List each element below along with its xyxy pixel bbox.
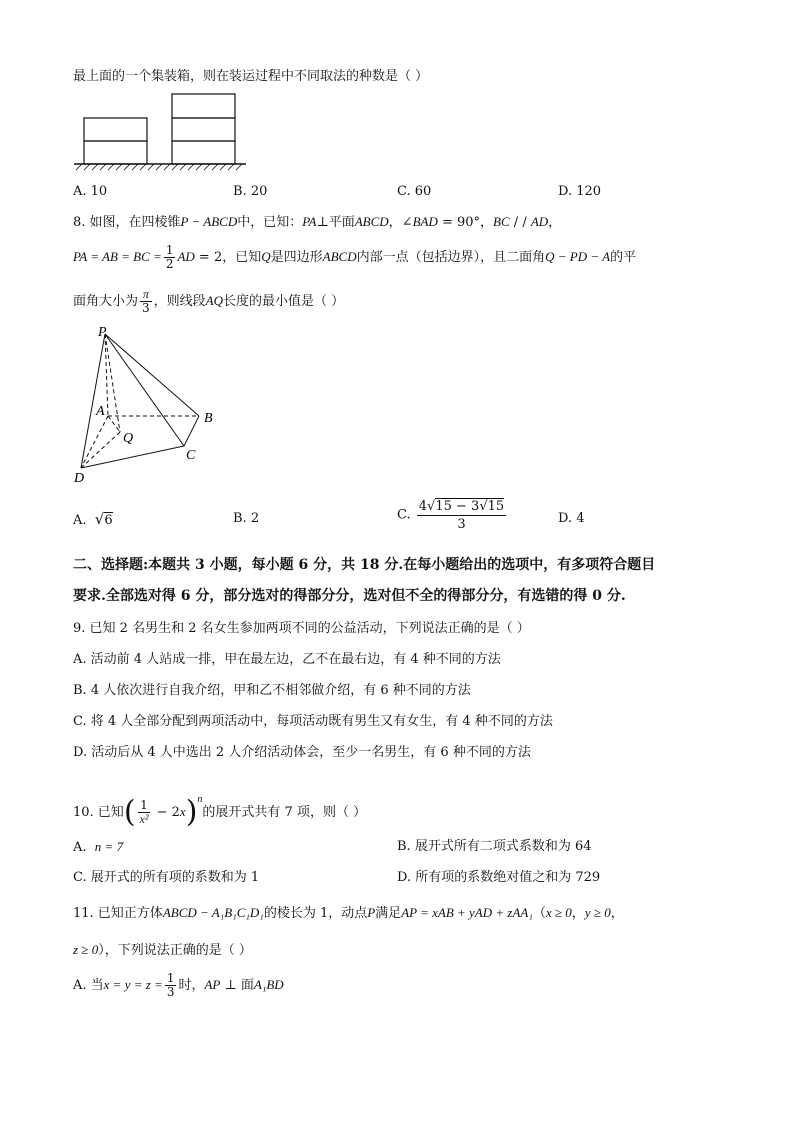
vertex-label-b: B — [204, 411, 213, 426]
q11-stem-line2: z ≥ 0），下列说法正确的是（ ） — [73, 942, 252, 958]
q7-stem-tail: 最上面的一个集装箱，则在装运过程中不同取法的种数是（ ） — [73, 69, 429, 84]
q8-stem-line3: 面角大小为 $\frac{\pi}{3}$ ，则线段AQ长度的最小值是（ ） — [73, 287, 345, 315]
q9-option-a: A. 活动前 4 人站成一排，甲在最左边，乙不在最右边，有 4 种不同的方法 — [73, 652, 501, 667]
q7-option-c: C. 60 — [397, 184, 432, 199]
vector-equation: AP = xAB + yAD + zAA₁ — [401, 905, 533, 920]
vertex-label-d: D — [74, 471, 85, 486]
q10-option-c: C. 展开式的所有项的系数和为 1 — [73, 870, 260, 885]
section2-heading-line1: 二、选择题:本题共 3 小题，每小题 6 分，共 18 分.在每小题给出的选项中，有多项符合题目 — [73, 557, 656, 573]
q8-pyramid-figure — [70, 322, 230, 488]
q7-option-d: D. 120 — [558, 184, 602, 199]
vertex-label-a: A — [96, 404, 105, 419]
q9-option-c: C. 将 4 人全部分配到两项活动中，每项活动既有男生又有女生，有 4 种不同的方法 — [73, 714, 553, 729]
q8-option-c: C. $\frac{4√15 - 3√15}{3}$ — [397, 499, 505, 532]
q7-option-a: A. 10 — [73, 184, 108, 199]
q8-option-a: A. √6 — [73, 510, 113, 528]
fraction-half: $\frac{1}{2}$ — [165, 243, 174, 271]
q8-option-b: B. 2 — [233, 511, 260, 526]
q10-stem: 10. 已知( $\frac{1}{\text{x²}}$ − 2x)$^n$的展开式共有 7 项，则（ ） — [73, 794, 367, 830]
q9-option-b: B. 4 人依次进行自我介绍，甲和乙不相邻做介绍，有 6 种不同的方法 — [73, 683, 471, 698]
q8-option-d: D. 4 — [558, 511, 585, 526]
q10-option-d: D. 所有项的系数绝对值之和为 729 — [397, 870, 601, 885]
fraction-pi-over-3: $\frac{\pi}{3}$ — [142, 287, 150, 315]
vertex-label-c: C — [186, 448, 196, 463]
q10-option-a: A. n = 7 — [73, 839, 124, 855]
q11-option-a: A. 当x = y = z = $\frac{1}{3}$ 时，AP ⊥ 面A₁BD — [73, 971, 284, 999]
q11-stem-line1: 11. 已知正方体ABCD − A₁B₁C₁D₁的棱长为 1，动点P满足AP = xAB + yAD + zAA₁（x ≥ 0，y ≥ 0， — [73, 905, 624, 921]
section2-heading-line2: 要求.全部选对得 6 分，部分选对的得部分分，选对但不全的得部分分，有选错的得 0 分. — [73, 588, 626, 604]
q7-container-figure — [72, 90, 248, 172]
q9-stem: 9. 已知 2 名男生和 2 名女生参加两项不同的公益活动，下列说法正确的是（ ） — [73, 621, 530, 636]
vertex-label-q: Q — [123, 431, 134, 446]
q8-stem-line1: 8. 如图，在四棱锥P − ABCD中，已知：PA⊥平面ABCD，∠BAD = 90°，BC / / AD， — [73, 214, 562, 230]
q10-option-b: B. 展开式所有二项式系数和为 64 — [397, 839, 592, 854]
vertex-label-p: P — [98, 325, 107, 340]
q7-option-b: B. 20 — [233, 184, 268, 199]
q9-option-d: D. 活动后从 4 人中选出 2 人介绍活动体会，至少一名男生，有 6 种不同的方法 — [73, 745, 531, 760]
q8-stem-line2: PA = AB = BC = $\frac{1}{2}$ AD = 2，已知Q是四边形ABCD内部一点（包括边界），且二面角Q − PD − A的平 — [73, 243, 637, 271]
